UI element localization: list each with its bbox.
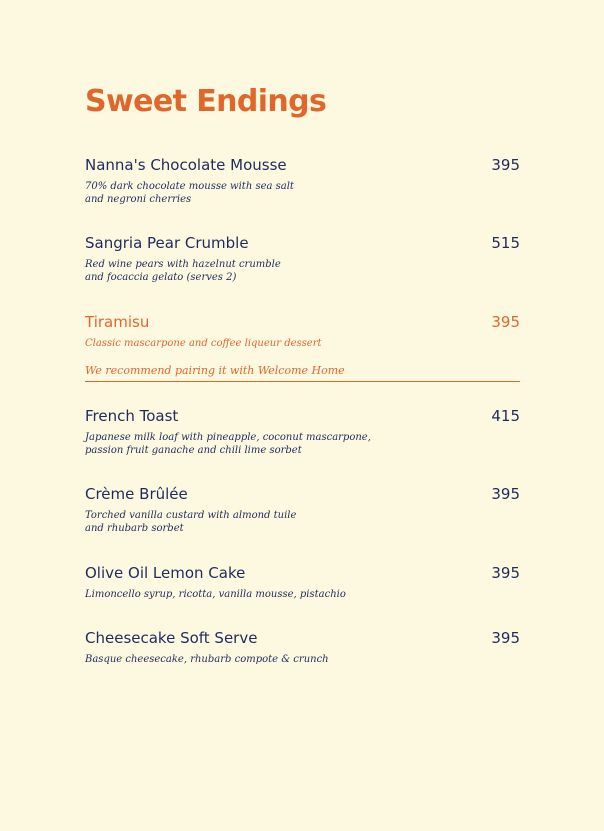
menu-item-cheesecake-soft-serve <box>85 629 520 666</box>
menu-item-chocolate-mousse <box>85 156 520 206</box>
item-price: 515 <box>491 234 520 252</box>
item-price: 415 <box>491 407 520 425</box>
item-name: Crème Brûlée <box>85 485 188 503</box>
item-name: Olive Oil Lemon Cake <box>85 564 246 582</box>
item-description: Limoncello syrup, ricotta, vanilla mousse, pistachio <box>85 589 346 600</box>
item-name: French Toast <box>85 407 179 425</box>
item-name: Cheesecake Soft Serve <box>85 629 258 647</box>
item-description: Basque cheesecake, rhubarb compote & crunch <box>85 654 329 665</box>
menu-item-creme-brulee <box>85 485 520 535</box>
item-description: Japanese milk loaf with pineapple, coconut mascarpone, passion fruit ganache and chili lime sorbet <box>85 432 371 456</box>
item-description: Classic mascarpone and coffee liqueur dessert <box>85 338 322 349</box>
pairing-recommendation: We recommend pairing it with Welcome Home <box>85 364 345 377</box>
menu-item-olive-oil-lemon-cake <box>85 564 520 601</box>
pairing-divider <box>85 381 520 382</box>
menu-item-tiramisu <box>85 313 520 382</box>
item-price: 395 <box>491 156 520 174</box>
item-name: Tiramisu <box>85 313 150 331</box>
item-description: 70% dark chocolate mousse with sea salt and negroni cherries <box>85 181 294 205</box>
item-name: Sangria Pear Crumble <box>85 234 249 252</box>
item-price: 395 <box>491 564 520 582</box>
item-price: 395 <box>491 629 520 647</box>
item-price: 395 <box>491 313 520 331</box>
item-price: 395 <box>491 485 520 503</box>
menu-item-sangria-pear-crumble <box>85 234 520 284</box>
item-description: Red wine pears with hazelnut crumble and focaccia gelato (serves 2) <box>85 259 281 283</box>
item-name: Nanna's Chocolate Mousse <box>85 156 287 174</box>
menu-item-french-toast <box>85 407 520 457</box>
menu-title: Sweet Endings <box>85 84 327 119</box>
item-description: Torched vanilla custard with almond tuile and rhubarb sorbet <box>85 510 297 534</box>
